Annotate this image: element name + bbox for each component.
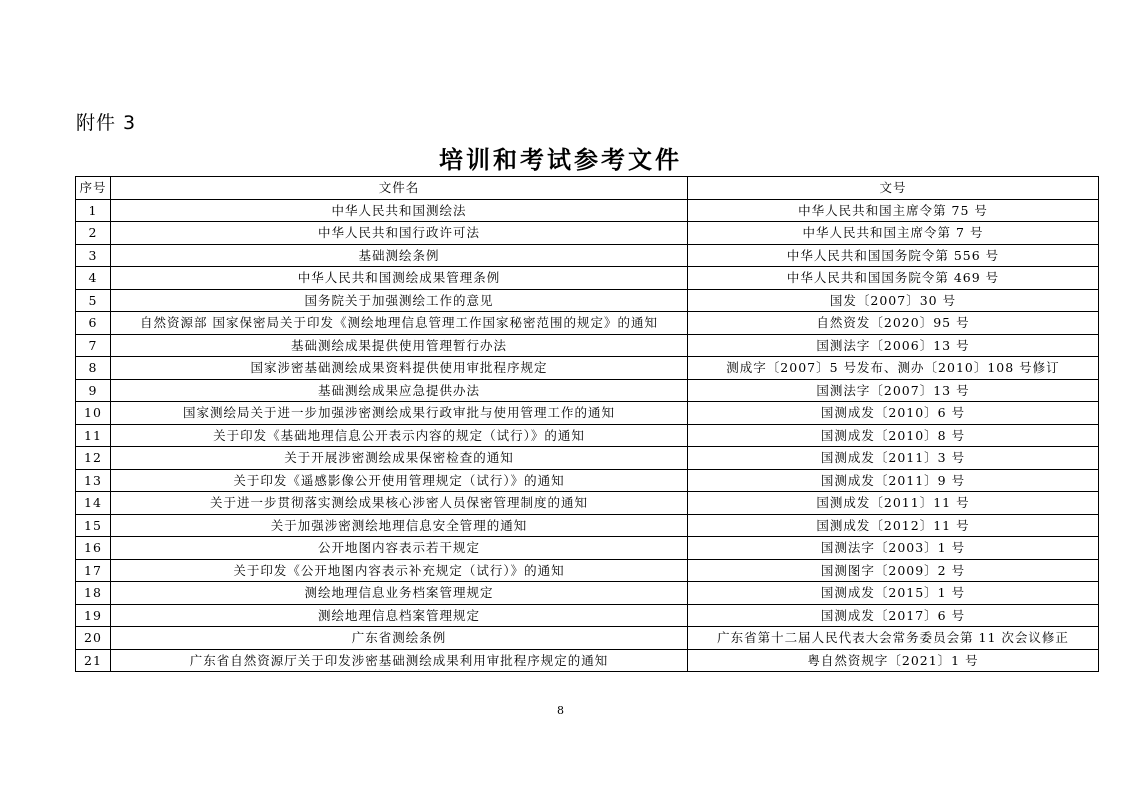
table-row bbox=[76, 222, 1099, 245]
cell-document-number: 国测成发〔2011〕11 号 bbox=[688, 492, 1099, 515]
cell-document-name: 国家涉密基础测绘成果资料提供使用审批程序规定 bbox=[111, 357, 688, 380]
table-row bbox=[76, 492, 1099, 515]
cell-document-number: 中华人民共和国主席令第 7 号 bbox=[688, 222, 1099, 245]
cell-serial-number: 2 bbox=[76, 222, 111, 245]
table-body bbox=[76, 199, 1099, 672]
cell-document-name: 关于印发《基础地理信息公开表示内容的规定（试行）》的通知 bbox=[111, 424, 688, 447]
table-row bbox=[76, 424, 1099, 447]
table-row bbox=[76, 514, 1099, 537]
table-row bbox=[76, 582, 1099, 605]
cell-document-name: 测绘地理信息档案管理规定 bbox=[111, 604, 688, 627]
table-row bbox=[76, 289, 1099, 312]
cell-document-number: 粤自然资规字〔2021〕1 号 bbox=[688, 649, 1099, 672]
table-row bbox=[76, 402, 1099, 425]
cell-document-number: 国测法字〔2007〕13 号 bbox=[688, 379, 1099, 402]
table-row bbox=[76, 334, 1099, 357]
header-serial-number: 序号 bbox=[76, 177, 111, 200]
cell-serial-number: 12 bbox=[76, 447, 111, 470]
cell-serial-number: 13 bbox=[76, 469, 111, 492]
cell-document-name: 国家测绘局关于进一步加强涉密测绘成果行政审批与使用管理工作的通知 bbox=[111, 402, 688, 425]
cell-document-name: 关于印发《公开地图内容表示补充规定（试行）》的通知 bbox=[111, 559, 688, 582]
cell-serial-number: 4 bbox=[76, 267, 111, 290]
cell-serial-number: 6 bbox=[76, 312, 111, 335]
cell-document-number: 国测成发〔2017〕6 号 bbox=[688, 604, 1099, 627]
table-row bbox=[76, 267, 1099, 290]
table-row bbox=[76, 357, 1099, 380]
cell-serial-number: 15 bbox=[76, 514, 111, 537]
cell-document-number: 中华人民共和国国务院令第 556 号 bbox=[688, 244, 1099, 267]
cell-serial-number: 17 bbox=[76, 559, 111, 582]
cell-document-number: 国测成发〔2015〕1 号 bbox=[688, 582, 1099, 605]
table-row bbox=[76, 447, 1099, 470]
cell-serial-number: 3 bbox=[76, 244, 111, 267]
table-row bbox=[76, 604, 1099, 627]
cell-document-number: 国测成发〔2011〕3 号 bbox=[688, 447, 1099, 470]
header-document-number: 文号 bbox=[688, 177, 1099, 200]
cell-document-name: 基础测绘成果提供使用管理暂行办法 bbox=[111, 334, 688, 357]
cell-document-name: 广东省自然资源厅关于印发涉密基础测绘成果利用审批程序规定的通知 bbox=[111, 649, 688, 672]
cell-serial-number: 18 bbox=[76, 582, 111, 605]
cell-document-name: 基础测绘成果应急提供办法 bbox=[111, 379, 688, 402]
table-row bbox=[76, 559, 1099, 582]
cell-document-name: 关于开展涉密测绘成果保密检查的通知 bbox=[111, 447, 688, 470]
table-row bbox=[76, 627, 1099, 650]
table-row bbox=[76, 312, 1099, 335]
reference-documents-table bbox=[75, 176, 1099, 672]
cell-document-number: 国测法字〔2006〕13 号 bbox=[688, 334, 1099, 357]
cell-document-number: 国测成发〔2012〕11 号 bbox=[688, 514, 1099, 537]
cell-document-number: 广东省第十二届人民代表大会常务委员会第 11 次会议修正 bbox=[688, 627, 1099, 650]
cell-document-name: 关于印发《遥感影像公开使用管理规定（试行）》的通知 bbox=[111, 469, 688, 492]
cell-serial-number: 10 bbox=[76, 402, 111, 425]
cell-document-name: 关于加强涉密测绘地理信息安全管理的通知 bbox=[111, 514, 688, 537]
table-row bbox=[76, 469, 1099, 492]
cell-document-number: 国测成发〔2010〕8 号 bbox=[688, 424, 1099, 447]
cell-serial-number: 19 bbox=[76, 604, 111, 627]
cell-document-number: 国测成发〔2010〕6 号 bbox=[688, 402, 1099, 425]
cell-serial-number: 21 bbox=[76, 649, 111, 672]
cell-serial-number: 1 bbox=[76, 199, 111, 222]
cell-document-number: 自然资发〔2020〕95 号 bbox=[688, 312, 1099, 335]
table-row bbox=[76, 649, 1099, 672]
cell-document-name: 中华人民共和国测绘成果管理条例 bbox=[111, 267, 688, 290]
cell-document-number: 国测法字〔2003〕1 号 bbox=[688, 537, 1099, 560]
table-row bbox=[76, 379, 1099, 402]
cell-document-name: 测绘地理信息业务档案管理规定 bbox=[111, 582, 688, 605]
header-document-name: 文件名 bbox=[111, 177, 688, 200]
cell-serial-number: 9 bbox=[76, 379, 111, 402]
table-row bbox=[76, 537, 1099, 560]
table-header-row bbox=[76, 177, 1099, 200]
cell-document-number: 中华人民共和国主席令第 75 号 bbox=[688, 199, 1099, 222]
cell-document-name: 公开地图内容表示若干规定 bbox=[111, 537, 688, 560]
page-number: 8 bbox=[557, 704, 564, 717]
cell-serial-number: 14 bbox=[76, 492, 111, 515]
table-row bbox=[76, 244, 1099, 267]
cell-serial-number: 5 bbox=[76, 289, 111, 312]
cell-document-name: 广东省测绘条例 bbox=[111, 627, 688, 650]
cell-serial-number: 11 bbox=[76, 424, 111, 447]
cell-document-number: 测成字〔2007〕5 号发布、测办〔2010〕108 号修订 bbox=[688, 357, 1099, 380]
cell-document-name: 中华人民共和国测绘法 bbox=[111, 199, 688, 222]
table-row bbox=[76, 199, 1099, 222]
attachment-label: 附件 3 bbox=[76, 112, 137, 134]
cell-document-name: 中华人民共和国行政许可法 bbox=[111, 222, 688, 245]
document-title: 培训和考试参考文件 bbox=[439, 146, 682, 174]
cell-document-name: 自然资源部 国家保密局关于印发《测绘地理信息管理工作国家秘密范围的规定》的通知 bbox=[111, 312, 688, 335]
cell-serial-number: 16 bbox=[76, 537, 111, 560]
cell-document-number: 国发〔2007〕30 号 bbox=[688, 289, 1099, 312]
cell-document-name: 基础测绘条例 bbox=[111, 244, 688, 267]
cell-document-number: 国测图字〔2009〕2 号 bbox=[688, 559, 1099, 582]
cell-serial-number: 20 bbox=[76, 627, 111, 650]
cell-document-name: 国务院关于加强测绘工作的意见 bbox=[111, 289, 688, 312]
cell-document-number: 中华人民共和国国务院令第 469 号 bbox=[688, 267, 1099, 290]
cell-document-name: 关于进一步贯彻落实测绘成果核心涉密人员保密管理制度的通知 bbox=[111, 492, 688, 515]
cell-serial-number: 8 bbox=[76, 357, 111, 380]
cell-serial-number: 7 bbox=[76, 334, 111, 357]
cell-document-number: 国测成发〔2011〕9 号 bbox=[688, 469, 1099, 492]
